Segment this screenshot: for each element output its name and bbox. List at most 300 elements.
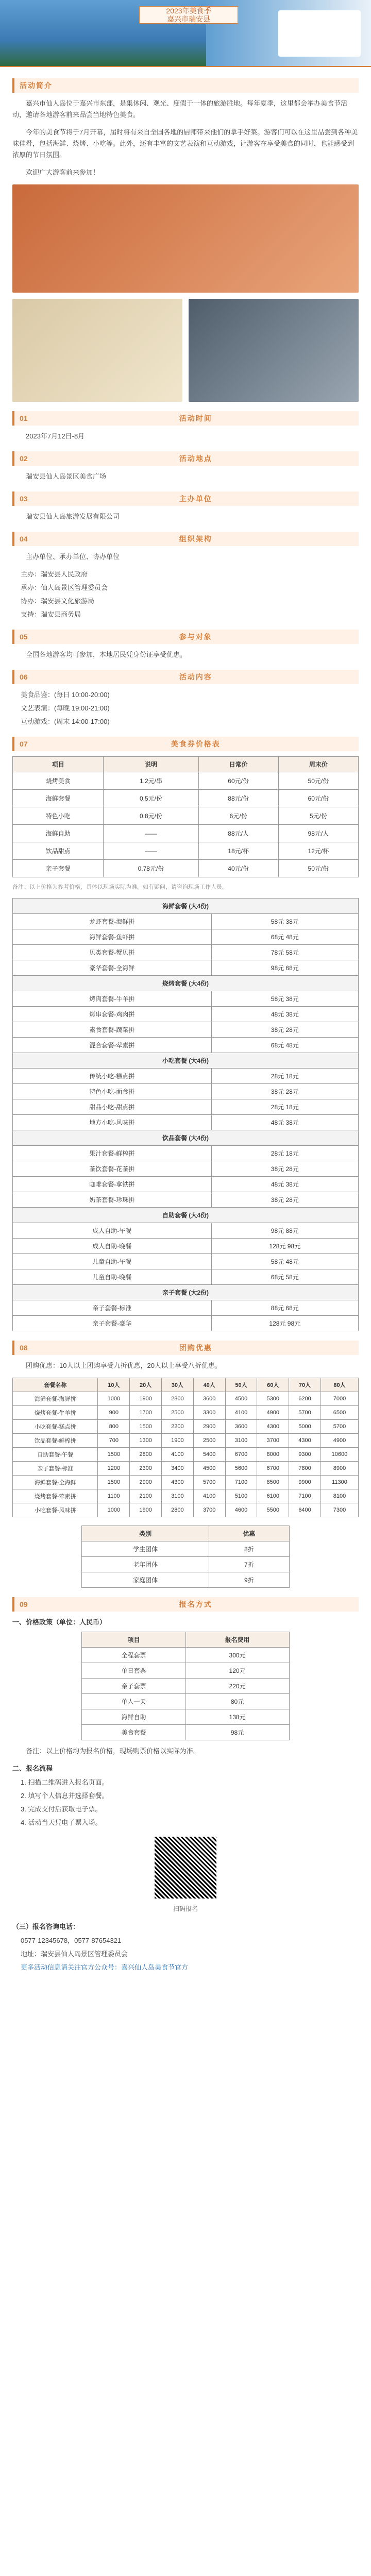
table-row	[82, 1663, 289, 1679]
table-row	[13, 1269, 359, 1285]
group-price-body	[13, 1392, 359, 1517]
section-04-header	[12, 532, 359, 546]
table-row	[13, 1192, 359, 1208]
food-photo-row	[12, 299, 359, 402]
section-05-header	[12, 630, 359, 644]
table-cell: 家庭团体	[82, 1572, 209, 1588]
group-title: 自助套餐 (大4份)	[13, 1208, 359, 1223]
table-cell: 6700	[225, 1448, 257, 1462]
org-item: 协办：瑞安县文化旅游局	[21, 597, 95, 605]
table-cell: 特色小吃-面食拼	[13, 1084, 212, 1099]
group-title: 烧烤套餐 (大4份)	[13, 976, 359, 991]
banner-tag	[139, 6, 238, 24]
table-cell: 128元 98元	[211, 1316, 358, 1331]
price-table-header: 日常价	[198, 757, 278, 772]
table-cell: 儿童自助-午餐	[13, 1254, 212, 1269]
table-cell: 1900	[130, 1503, 162, 1517]
package-table	[12, 898, 359, 1331]
table-row	[13, 1462, 359, 1476]
table-row	[13, 842, 359, 860]
table-cell: 学生团体	[82, 1541, 209, 1557]
table-cell: 4300	[162, 1476, 194, 1489]
section-08-intro: 团购优惠：10人以上团购享受九折优惠，20人以上享受八折优惠。	[26, 1362, 222, 1369]
table-cell: 7100	[225, 1476, 257, 1489]
table-cell: 自助套餐-午餐	[13, 1448, 98, 1462]
table-row	[13, 1007, 359, 1022]
table-cell: 2500	[193, 1434, 225, 1448]
activity-line: 文艺表演：(每晚 19:00-21:00)	[21, 704, 110, 712]
section-08-header	[12, 1341, 359, 1355]
table-cell: 7000	[321, 1392, 358, 1406]
group-price-header: 60人	[257, 1378, 289, 1392]
table-cell: 1100	[98, 1489, 130, 1503]
table-cell: 1500	[130, 1420, 162, 1434]
registration-price-table	[81, 1632, 289, 1740]
table-cell: 88元/人	[198, 825, 278, 842]
food-photo-large	[12, 184, 359, 293]
table-cell: 美食套餐	[82, 1725, 185, 1740]
activity-line: 美食品鉴：(每日 10:00-20:00)	[21, 691, 110, 699]
table-cell: 4100	[162, 1448, 194, 1462]
table-row	[13, 1069, 359, 1084]
section-05-text: 全国各地游客均可参加，本地居民凭身份证享受优惠。	[26, 651, 187, 658]
table-cell: 18元/杯	[198, 842, 278, 860]
table-cell: 138元	[185, 1709, 289, 1725]
registration-step: 3. 完成支付后获取电子票。	[21, 1805, 102, 1813]
discount-header: 类别	[82, 1526, 209, 1541]
table-cell: 成人自助-午餐	[13, 1223, 212, 1239]
table-cell: 0.5元/份	[104, 790, 198, 807]
table-cell: 1200	[98, 1462, 130, 1476]
table-row	[82, 1541, 289, 1557]
table-row	[13, 929, 359, 945]
table-cell: 88元/份	[198, 790, 278, 807]
banner-divider	[0, 66, 371, 67]
section-04-title: 组织架构	[179, 535, 212, 543]
banner-tag-line1: 2023年美食季	[166, 7, 211, 15]
table-row	[13, 1099, 359, 1115]
table-cell: 900	[98, 1406, 130, 1420]
table-row	[13, 1239, 359, 1254]
table-cell: 咖啡套餐-拿铁拼	[13, 1177, 212, 1192]
table-cell: 茶饮套餐-花茶拼	[13, 1161, 212, 1177]
table-row	[13, 1084, 359, 1099]
table-cell: 单日套票	[82, 1663, 185, 1679]
table-cell: 8900	[321, 1462, 358, 1476]
group-price-header: 20人	[130, 1378, 162, 1392]
registration-step: 2. 填写个人信息并选择套餐。	[21, 1792, 109, 1800]
table-cell: 9900	[289, 1476, 321, 1489]
registration-flow-title: 二、报名流程	[12, 1765, 53, 1772]
table-cell: 7800	[289, 1462, 321, 1476]
table-cell: 7300	[321, 1503, 358, 1517]
table-cell: 1.2元/串	[104, 772, 198, 790]
table-row	[13, 1448, 359, 1462]
table-cell: 5700	[289, 1406, 321, 1420]
table-row	[82, 1679, 289, 1694]
discount-header: 优惠	[209, 1526, 290, 1541]
section-02-text: 瑞安县仙人岛景区美食广场	[26, 472, 107, 480]
section-08-number: 08	[20, 1344, 28, 1352]
registration-note: 备注：以上价格均为报名价格，现场购票价格以实际为准。	[26, 1747, 200, 1755]
table-cell: 1900	[130, 1392, 162, 1406]
section-03-number: 03	[20, 495, 28, 503]
table-row	[13, 1316, 359, 1331]
table-cell: 2200	[162, 1420, 194, 1434]
table-cell: 烧烤套餐-荤素拼	[13, 1489, 98, 1503]
table-cell: 1000	[98, 1392, 130, 1406]
table-cell: 0.78元/份	[104, 860, 198, 877]
group-price-header: 40人	[193, 1378, 225, 1392]
table-row	[13, 1503, 359, 1517]
table-row	[13, 1177, 359, 1192]
table-cell: 小吃套餐-糕点拼	[13, 1420, 98, 1434]
table-cell: 28元 18元	[211, 1069, 358, 1084]
section-04-number: 04	[20, 535, 28, 543]
table-cell: 5700	[321, 1420, 358, 1434]
table-cell: 48元 38元	[211, 1177, 358, 1192]
table-cell: 2100	[130, 1489, 162, 1503]
table-cell: 4600	[225, 1503, 257, 1517]
table-cell: 地方小吃-风味拼	[13, 1115, 212, 1130]
table-cell: 1500	[98, 1476, 130, 1489]
section-07-number: 07	[20, 740, 28, 748]
table-cell: 5600	[225, 1462, 257, 1476]
table-cell: 300元	[185, 1648, 289, 1663]
table-cell: 8500	[257, 1476, 289, 1489]
table-cell: 2900	[130, 1476, 162, 1489]
table-cell: 海鲜套餐-鱼虾拼	[13, 929, 212, 945]
table-cell: 58元 48元	[211, 1254, 358, 1269]
table-cell: 60元/份	[198, 772, 278, 790]
table-cell: 小吃套餐-风味拼	[13, 1503, 98, 1517]
table-cell: 果汁套餐-鲜榨拼	[13, 1146, 212, 1161]
registration-step: 1. 扫描二维码进入报名页面。	[21, 1778, 109, 1786]
table-cell: 9300	[289, 1448, 321, 1462]
table-cell: 2500	[162, 1406, 194, 1420]
table-cell: 12元/杯	[278, 842, 358, 860]
table-row	[13, 914, 359, 929]
table-row	[82, 1709, 289, 1725]
table-row	[82, 1694, 289, 1709]
table-cell: 98元/人	[278, 825, 358, 842]
section-09-header	[12, 1597, 359, 1612]
intro-paragraph-3: 欢迎广大游客前来参加！	[26, 168, 100, 176]
table-cell: 7100	[289, 1489, 321, 1503]
table-row	[13, 945, 359, 960]
section-03-text: 瑞安县仙人岛旅游发展有限公司	[26, 513, 120, 520]
table-cell: 1300	[130, 1434, 162, 1448]
table-cell: 3300	[193, 1406, 225, 1420]
section-09-number: 09	[20, 1600, 28, 1608]
table-cell: 58元 38元	[211, 914, 358, 929]
table-row	[13, 1146, 359, 1161]
table-row	[13, 1115, 359, 1130]
price-note: 备注：以上价格为参考价格，具体以现场实际为准。如有疑问，请咨询现场工作人员。	[12, 884, 228, 890]
table-cell: ——	[104, 842, 198, 860]
table-row	[13, 1392, 359, 1406]
table-cell: 1700	[130, 1406, 162, 1420]
table-cell: 88元 68元	[211, 1300, 358, 1316]
registration-price-header: 报名费用	[185, 1632, 289, 1648]
table-cell: 48元 38元	[211, 1115, 358, 1130]
banner-island-image	[278, 10, 361, 57]
table-cell: 传统小吃-糕点拼	[13, 1069, 212, 1084]
table-cell: 3100	[225, 1434, 257, 1448]
table-cell: 3600	[225, 1420, 257, 1434]
table-cell: 4300	[289, 1434, 321, 1448]
table-cell: 4100	[225, 1406, 257, 1420]
section-09-title: 报名方式	[179, 1600, 212, 1608]
table-row	[13, 1223, 359, 1239]
table-row	[13, 1161, 359, 1177]
table-row	[13, 1406, 359, 1420]
discount-table	[81, 1526, 289, 1588]
table-cell: 68元 58元	[211, 1269, 358, 1285]
table-cell: 98元 68元	[211, 960, 358, 976]
table-row	[13, 860, 359, 877]
table-cell: 5400	[193, 1448, 225, 1462]
table-cell: 5500	[257, 1503, 289, 1517]
table-cell: 甜品小吃-甜点拼	[13, 1099, 212, 1115]
table-cell: 2300	[130, 1462, 162, 1476]
table-cell: 50元/份	[278, 860, 358, 877]
table-cell: 38元 28元	[211, 1161, 358, 1177]
table-cell: 成人自助-晚餐	[13, 1239, 212, 1254]
section-01-title: 活动时间	[179, 414, 212, 422]
table-cell: 单人一天	[82, 1694, 185, 1709]
table-cell: 5000	[289, 1420, 321, 1434]
table-cell: 78元 58元	[211, 945, 358, 960]
main-content	[12, 72, 359, 1975]
group-price-header: 套餐名称	[13, 1378, 98, 1392]
food-photo-soup	[12, 299, 182, 402]
table-cell: 220元	[185, 1679, 289, 1694]
table-row	[13, 807, 359, 825]
table-cell: 3700	[257, 1434, 289, 1448]
intro-paragraph-1: 嘉兴市仙人岛位于嘉兴市东部，是集休闲、观光、度假于一体的旅游胜地。每年夏季，这里都会举办美食节活动，邀请各地游客前来品尝当地特色美食。	[12, 99, 348, 118]
table-cell: 贝类套餐-蟹贝拼	[13, 945, 212, 960]
activity-line: 互动游戏：(周末 14:00-17:00)	[21, 718, 110, 725]
price-table-header: 周末价	[278, 757, 358, 772]
registration-price-header: 项目	[82, 1632, 185, 1648]
table-row	[82, 1725, 289, 1740]
section-04-text: 主办单位、承办单位、协办单位	[26, 553, 120, 561]
table-cell: 6400	[289, 1503, 321, 1517]
table-row	[13, 1038, 359, 1053]
section-05-title: 参与对象	[179, 633, 212, 641]
group-title: 海鲜套餐 (大4份)	[13, 899, 359, 914]
section-06-number: 06	[20, 673, 28, 681]
price-table-header: 项目	[13, 757, 104, 772]
table-row	[13, 772, 359, 790]
section-06-title: 活动内容	[179, 673, 212, 681]
section-08-title: 团购优惠	[179, 1344, 212, 1352]
intro-section-header	[12, 78, 359, 93]
table-cell: 8000	[257, 1448, 289, 1462]
table-cell: 11300	[321, 1476, 358, 1489]
table-cell: 4300	[257, 1420, 289, 1434]
section-06-header	[12, 670, 359, 684]
registration-qr-block	[12, 1837, 359, 1913]
table-cell: 4100	[193, 1489, 225, 1503]
price-table-header: 说明	[104, 757, 198, 772]
intro-section-label: 活动简介	[20, 81, 53, 90]
table-cell: 6200	[289, 1392, 321, 1406]
table-cell: 4500	[225, 1392, 257, 1406]
table-cell: 亲子套餐	[13, 860, 104, 877]
table-cell: 5300	[257, 1392, 289, 1406]
table-cell: 80元	[185, 1694, 289, 1709]
table-cell: 烤肉套餐-牛羊拼	[13, 991, 212, 1007]
intro-paragraph-2: 今年的美食节将于7月开幕，届时将有来自全国各地的厨师带来他们的拿手好菜。游客们可以在这里品尝到各种美味佳肴，包括海鲜、烧烤、小吃等。此外，还有丰富的文艺表演和互动游戏，让游客在享受美食的同时，也能感受到浓厚的节日氛围。	[12, 128, 358, 159]
table-cell: 亲子套票	[82, 1679, 185, 1694]
table-cell: 奶茶套餐-珍珠拼	[13, 1192, 212, 1208]
group-price-table	[12, 1378, 359, 1517]
table-cell: 豪华套餐-全海鲜	[13, 960, 212, 976]
section-01-number: 01	[20, 414, 28, 422]
table-cell: 1900	[162, 1434, 194, 1448]
table-cell: 68元 48元	[211, 929, 358, 945]
table-row	[13, 1254, 359, 1269]
price-table	[12, 756, 359, 877]
table-cell: 3700	[193, 1503, 225, 1517]
group-title: 小吃套餐 (大4份)	[13, 1053, 359, 1069]
table-cell: 混合套餐-荤素拼	[13, 1038, 212, 1053]
group-title: 饮品套餐 (大4份)	[13, 1130, 359, 1146]
section-05-number: 05	[20, 633, 28, 641]
table-cell: 5元/份	[278, 807, 358, 825]
section-02-header	[12, 451, 359, 466]
table-cell: 烧烤美食	[13, 772, 104, 790]
table-cell: 28元 18元	[211, 1099, 358, 1115]
table-cell: 3600	[193, 1392, 225, 1406]
section-01-header	[12, 411, 359, 426]
table-cell: 9折	[209, 1572, 290, 1588]
table-cell: 38元 28元	[211, 1192, 358, 1208]
table-cell: 6100	[257, 1489, 289, 1503]
table-cell: ——	[104, 825, 198, 842]
table-cell: 120元	[185, 1663, 289, 1679]
table-cell: 海鲜自助	[82, 1709, 185, 1725]
table-row	[13, 1434, 359, 1448]
table-cell: 5700	[193, 1476, 225, 1489]
table-cell: 5100	[225, 1489, 257, 1503]
table-cell: 7折	[209, 1557, 290, 1572]
table-row	[82, 1572, 289, 1588]
table-row	[82, 1648, 289, 1663]
table-cell: 40元/份	[198, 860, 278, 877]
table-cell: 4900	[257, 1406, 289, 1420]
contact-title: （三）报名咨询电话：	[12, 1923, 80, 1930]
org-item: 主办：瑞安县人民政府	[21, 570, 88, 578]
food-photo-noodles	[189, 299, 359, 402]
section-07-header	[12, 737, 359, 751]
table-cell: 素食套餐-蔬菜拼	[13, 1022, 212, 1038]
table-cell: 1000	[98, 1503, 130, 1517]
table-cell: 海鲜自助	[13, 825, 104, 842]
group-title: 亲子套餐 (大2份)	[13, 1285, 359, 1300]
registration-step: 4. 活动当天凭电子票入场。	[21, 1819, 102, 1826]
table-cell: 全程套票	[82, 1648, 185, 1663]
table-cell: 98元	[185, 1725, 289, 1740]
table-cell: 8100	[321, 1489, 358, 1503]
section-02-number: 02	[20, 454, 28, 463]
section-03-title: 主办单位	[179, 495, 212, 503]
table-row	[13, 1300, 359, 1316]
table-cell: 4900	[321, 1434, 358, 1448]
group-price-header: 10人	[98, 1378, 130, 1392]
table-cell: 亲子套餐-豪华	[13, 1316, 212, 1331]
table-cell: 0.8元/份	[104, 807, 198, 825]
more-info-link[interactable]: 更多活动信息请关注官方公众号：嘉兴仙人岛美食节官方	[21, 1963, 189, 1971]
table-cell: 6500	[321, 1406, 358, 1420]
table-cell: 6700	[257, 1462, 289, 1476]
table-cell: 1500	[98, 1448, 130, 1462]
org-item: 承办：仙人岛景区管理委员会	[21, 584, 108, 591]
table-row	[13, 1420, 359, 1434]
table-cell: 海鲜套餐	[13, 790, 104, 807]
section-02-title: 活动地点	[179, 454, 212, 463]
table-cell: 700	[98, 1434, 130, 1448]
table-cell: 6元/份	[198, 807, 278, 825]
table-cell: 饮品套餐-鲜榨拼	[13, 1434, 98, 1448]
contact-phone[interactable]: 0577-12345678，0577-87654321	[21, 1937, 122, 1944]
section-01-text: 2023年7月12日-8月	[26, 432, 85, 440]
table-cell: 2800	[162, 1503, 194, 1517]
table-row	[13, 1476, 359, 1489]
group-price-header: 30人	[162, 1378, 194, 1392]
table-cell: 38元 28元	[211, 1084, 358, 1099]
table-cell: 饮品甜点	[13, 842, 104, 860]
group-price-header: 50人	[225, 1378, 257, 1392]
registration-qr-code[interactable]	[155, 1837, 216, 1899]
org-list	[12, 569, 359, 620]
table-row	[13, 960, 359, 976]
banner-tag-line2: 嘉兴市瑞安县	[167, 15, 210, 23]
group-price-header: 70人	[289, 1378, 321, 1392]
table-cell: 50元/份	[278, 772, 358, 790]
org-item: 支持：瑞安县商务局	[21, 611, 81, 618]
table-cell: 28元 18元	[211, 1146, 358, 1161]
table-cell: 60元/份	[278, 790, 358, 807]
table-cell: 亲子套餐-标准	[13, 1462, 98, 1476]
registration-qr-caption: 扫码报名	[173, 1905, 198, 1912]
table-cell: 38元 28元	[211, 1022, 358, 1038]
table-cell: 特色小吃	[13, 807, 104, 825]
table-cell: 128元 98元	[211, 1239, 358, 1254]
table-cell: 烤串套餐-鸡肉拼	[13, 1007, 212, 1022]
table-row	[13, 1489, 359, 1503]
table-row	[13, 991, 359, 1007]
table-cell: 烧烤套餐-牛羊拼	[13, 1406, 98, 1420]
table-cell: 龙虾套餐-海鲜拼	[13, 914, 212, 929]
table-cell: 10600	[321, 1448, 358, 1462]
table-cell: 4500	[193, 1462, 225, 1476]
table-cell: 海鲜套餐-全海鲜	[13, 1476, 98, 1489]
table-row	[13, 1022, 359, 1038]
table-cell: 儿童自助-晚餐	[13, 1269, 212, 1285]
table-cell: 2800	[162, 1392, 194, 1406]
price-policy-title: 一、价格政策（单位：人民币）	[12, 1618, 107, 1626]
table-cell: 800	[98, 1420, 130, 1434]
table-cell: 68元 48元	[211, 1038, 358, 1053]
section-07-title: 美食券价格表	[171, 740, 221, 748]
table-cell: 老年团体	[82, 1557, 209, 1572]
contact-address: 地址：瑞安县仙人岛景区管理委员会	[21, 1950, 128, 1958]
table-cell: 亲子套餐-标准	[13, 1300, 212, 1316]
table-cell: 3400	[162, 1462, 194, 1476]
